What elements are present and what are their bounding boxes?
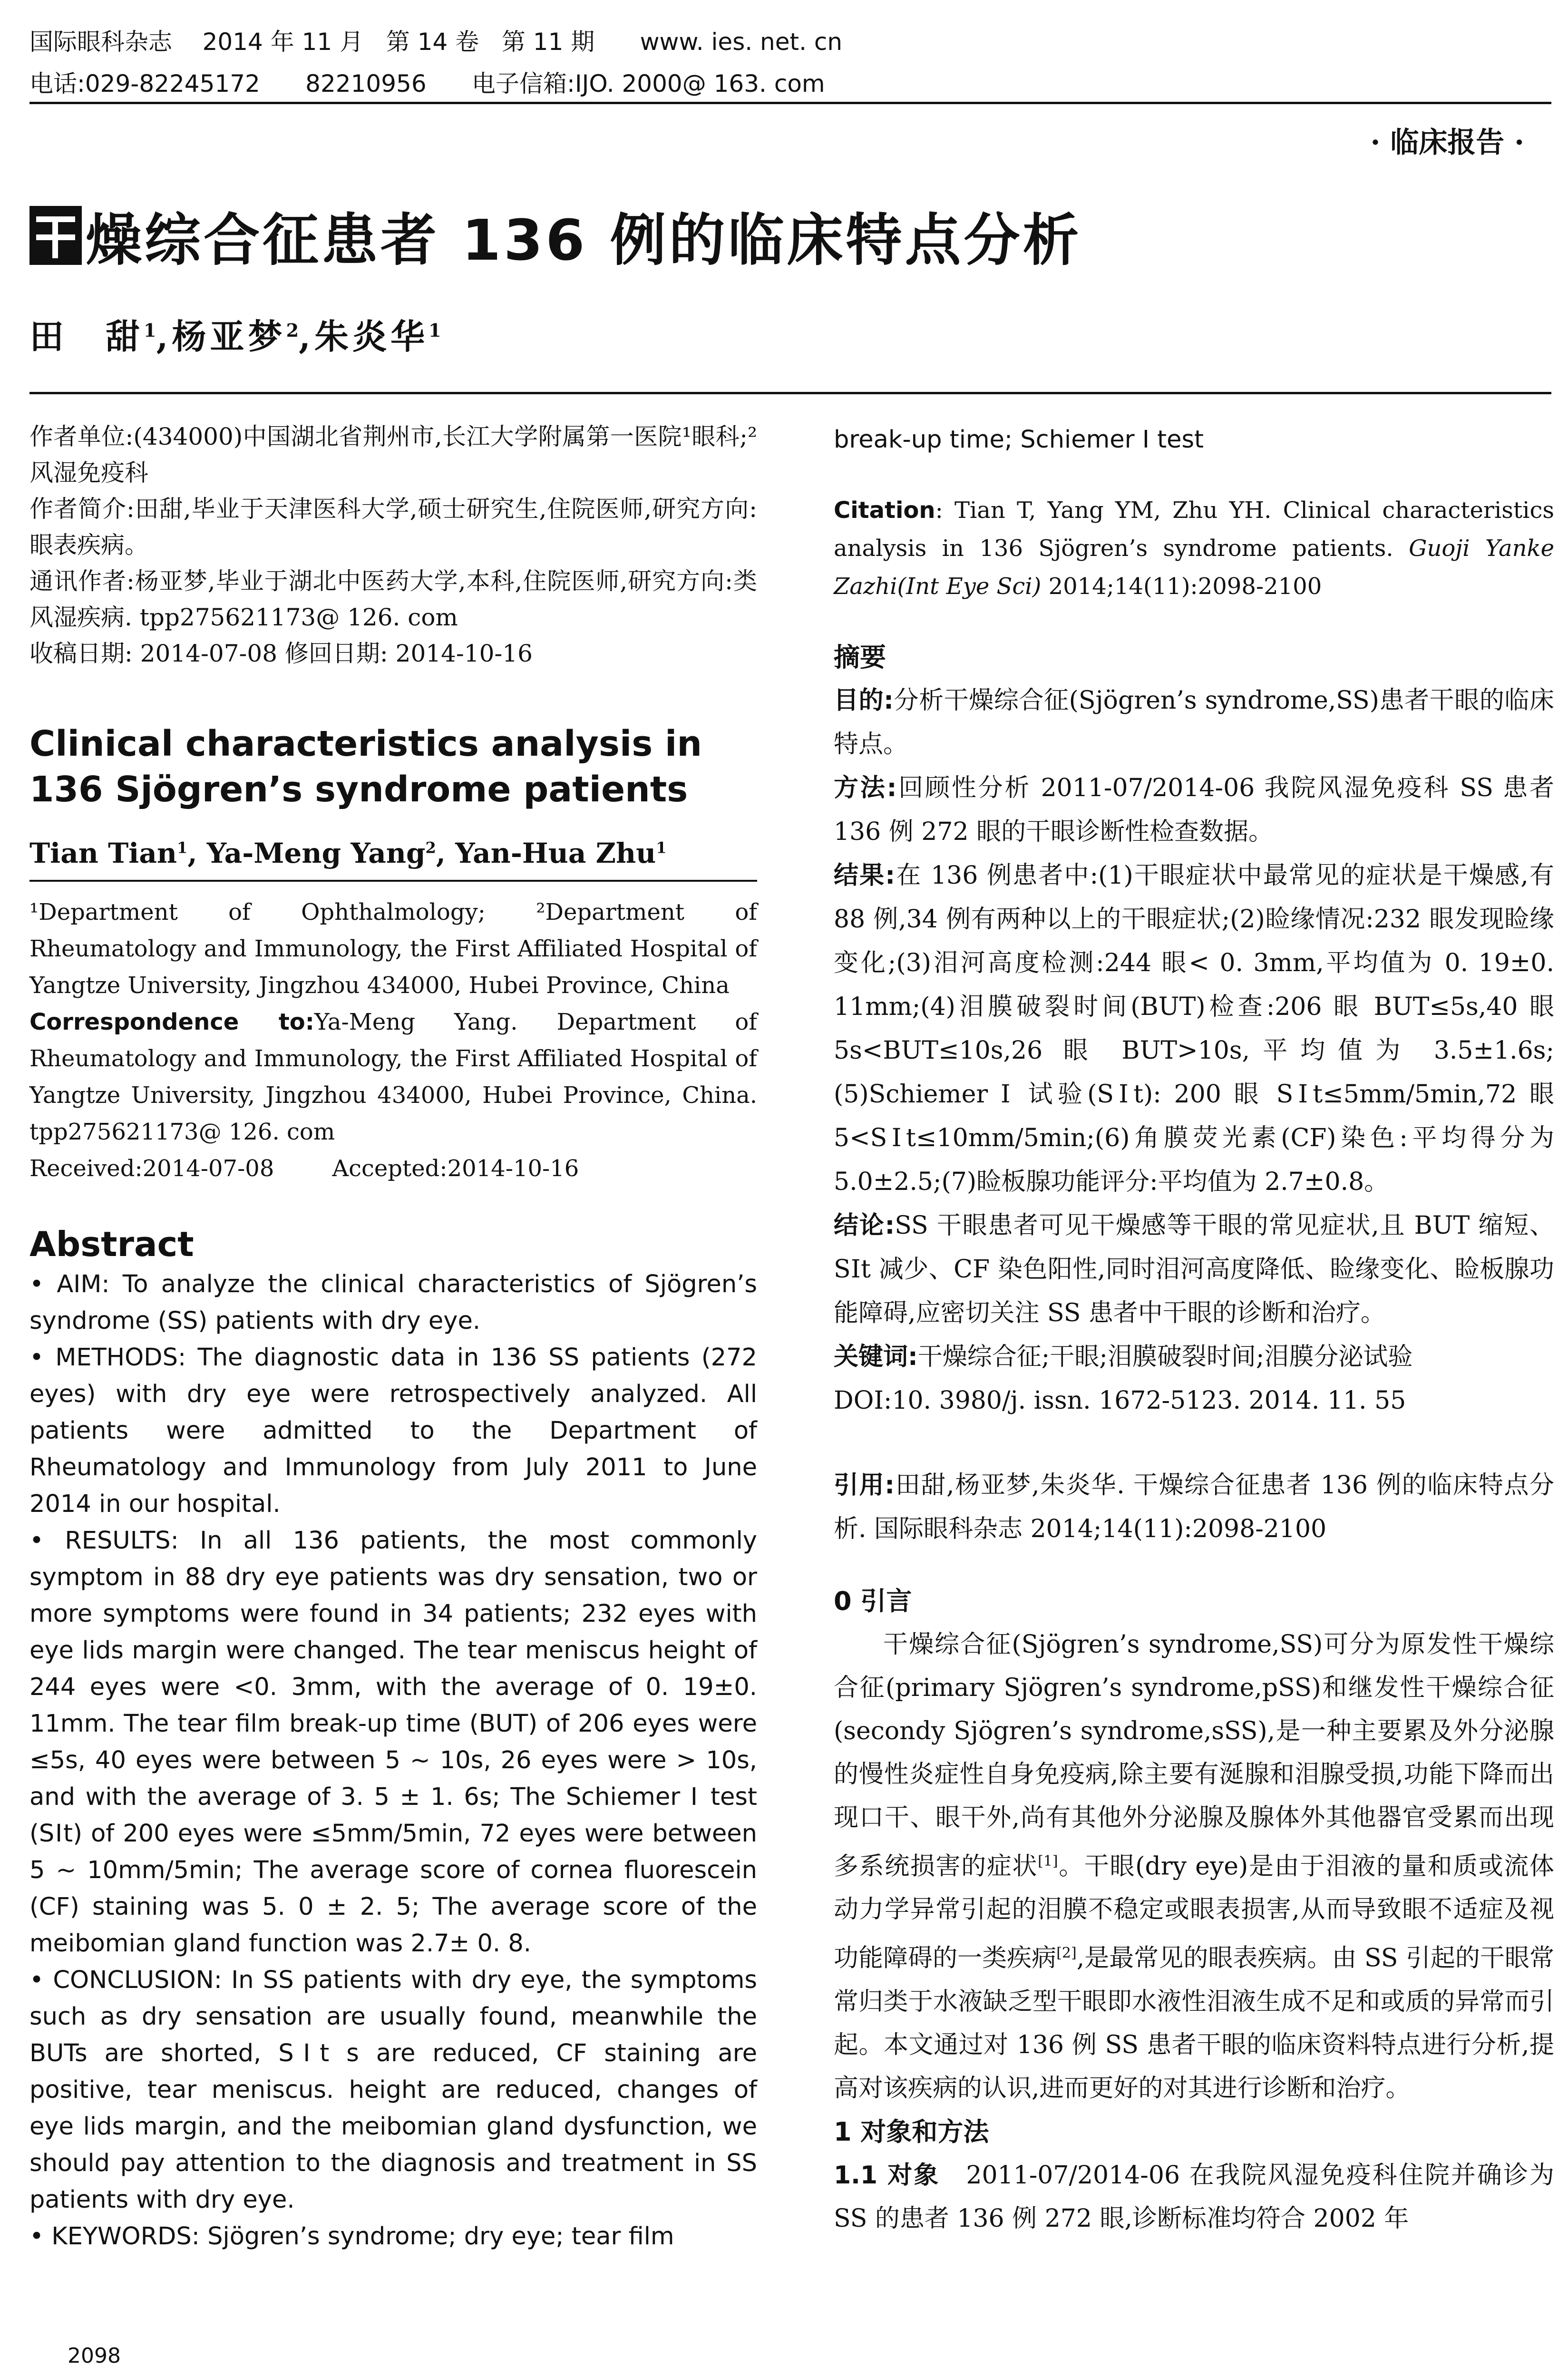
corresponding-author: 通讯作者:杨亚梦,毕业于湖北中医药大学,本科,住院医师,研究方向:类风湿疾病. tpp275621173@ 126. com [29, 567, 757, 631]
cn-abstract-heading: 摘要 [834, 642, 886, 672]
correspondence-text: Ya-Meng Yang. Department of Rheumatology and Immunology, the First Affiliated Hospital of Yangtze University, Jingzhou 434000, Hubei Province, China. tpp275621173@ 126. com [29, 1009, 757, 1145]
header-rule [29, 102, 1551, 104]
citation-journal: Guoji Yanke Zazhi(Int Eye Sci) [834, 535, 1555, 600]
author-sup: 2 [425, 838, 436, 857]
cn-methods-label: 方法: [834, 774, 897, 802]
methods-heading: 1 对象和方法 [834, 2116, 989, 2147]
ref-2[interactable]: [2] [1056, 1945, 1077, 1962]
citation-label: Citation [834, 497, 935, 524]
author-name: Ya-Meng Yang [206, 837, 426, 869]
intro-body [834, 1623, 1554, 2110]
cn-abstract [834, 679, 1554, 1422]
title-rule [29, 392, 1551, 394]
authors-cn: 田 甜$^1$,杨亚梦$^2$,朱炎华$^1$ [29, 316, 441, 357]
author-sup: 1 [144, 320, 156, 341]
abstract-aim: • AIM: To analyze the clinical characteristics of Sjögren’s syndrome (SS) patients with dry eye. [29, 1270, 757, 1335]
cn-aim: 分析干燥综合征(Sjögren’s syndrome,SS)患者干眼的临床特点。 [834, 686, 1555, 759]
abstract-results: • RESULTS: In all 136 patients, the most commonly symptom in 88 dry eye patients was dry sensation, two or more symptoms were found in 34 patients; 232 eyes with eye lids margin were changed. The tear meniscus height of 244 eyes were <0. 3mm, with the average of 0. 19±0. 11mm. The tear film break-up time (BUT) of 206 eyes were ≤5s, 40 eyes were between 5 ~ 10s, 26 eyes were > 10s, and with the average of 3. 5 ± 1. 6s; The Schiemer Ⅰ test (SⅠt) of 200 eyes were ≤5mm/5min, 72 eyes were between 5 ~ 10mm/5min; The average score of cornea fluorescein (CF) staining was 5. 0 ± 2. 5; The average score of the meibomian gland function was 2.7± 0. 8. [29, 1527, 757, 1958]
en-title: Clinical characteristics analysis in 136 Sjögren’s syndrome patients [29, 723, 702, 810]
abstract-conclusion: • CONCLUSION: In SS patients with dry eye, the symptoms such as dry sensation are usually found, meanwhile the BUTs are shorted, SⅠt s are reduced, CF staining are positive, tear meniscus. height are reduced, changes of eye lids margin, and the meibomian gland dysfunction, we should pay attention to the diagnosis and treatment in SS patients with dry eye. [29, 1966, 757, 2214]
cn-aim-label: 目的: [834, 686, 894, 715]
affiliation-dept: ¹Department of Ophthalmology; ²Department of Rheumatology and Immunology, the First Affiliated Hospital of Yangtze University, Jingzhou 434000, Hubei Province, China [29, 899, 757, 999]
en-authors: Tian Tian$^1$, Ya-Meng Yang$^2$, Yan-Hua Zhu$^1$ [29, 837, 667, 869]
dates-cn: 收稿日期: 2014-07-08 修回日期: 2014-10-16 [29, 640, 533, 667]
intro-heading: 0 引言 [834, 1586, 912, 1616]
author-sup: 1 [656, 838, 667, 857]
affiliation [29, 894, 757, 1187]
title-dropcap [29, 206, 82, 265]
abstract-keywords: • KEYWORDS: Sjögren’s syndrome; dry eye; tear film [29, 2222, 674, 2250]
author-name: 杨亚梦 [172, 316, 286, 357]
subsection-text: 2011-07/2014-06 在我院风湿免疫科住院并确诊为 SS 的患者 136 例 272 眼,诊断标准均符合 2002 年 [834, 2161, 1554, 2233]
abstract-body [29, 1266, 757, 2255]
right-column [834, 419, 1554, 2241]
author-sup: 2 [286, 320, 299, 341]
received-dates: Received:2014-07-08 Accepted:2014-10-16 [29, 1155, 579, 1182]
subsection-label: 1.1 对象 [834, 2161, 940, 2190]
intro-text-c: ,是最常见的眼表疾病。由 SS 引起的干眼常常归类于水液缺乏型干眼即水液性泪液生成不足和或质的异常而引起。本文通过对 136 例 SS 患者干眼的临床资料特点进行分析,提高对该疾病的认识,进而更好的对其进行诊断和治疗。 [834, 1944, 1554, 2103]
author-name: 田 甜 [29, 316, 144, 357]
citation-tail: 2014;14(11):2098-2100 [1041, 573, 1322, 600]
cn-methods: 回顾性分析 2011-07/2014-06 我院风湿免疫科 SS 患者 136 例 272 眼的干眼诊断性检查数据。 [834, 774, 1554, 846]
cn-conclusion: SS 干眼患者可见干燥感等干眼的常见症状,且 BUT 缩短、SⅠt 减少、CF 染色阳性,同时泪河高度降低、睑缘变化、睑板腺功能障碍,应密切关注 SS 患者中干眼的诊断和治疗。 [834, 1211, 1555, 1327]
methods-subsection [834, 2154, 1554, 2241]
cn-results: 在 136 例患者中:(1)干眼症状中最常见的症状是干燥感,有 88 例,34 例有两种以上的干眼症状;(2)睑缘情况:232 眼发现睑缘变化;(3)泪河高度检测:244 眼< 0. 3mm,平均值为 0. 19±0. 11mm;(4)泪膜破裂时间(BUT)检查:206 眼 BUT≤5s,40 眼 5s<BUT≤10s,26 眼 BUT>10s,平均值为 3.5±1.6s;(5)Schiemer Ⅰ 试验(SⅠt): 200 眼 SⅠt≤5mm/5min,72 眼 5<SⅠt≤10mm/5min;(6)角膜荧光素(CF)染色:平均得分为 5.0±2.5;(7)睑板腺功能评分:平均值为 2.7±0.8。 [834, 861, 1554, 1196]
author-name: Tian Tian [29, 837, 177, 869]
author-name: Yan-Hua Zhu [455, 837, 656, 869]
cn-keywords-label: 关键词: [834, 1343, 918, 1371]
citation [834, 491, 1554, 605]
doi: DOI:10. 3980/j. issn. 1672-5123. 2014. 11. 55 [834, 1386, 1406, 1415]
intro-text-a: 干燥综合征(Sjögren’s syndrome,SS)可分为原发性干燥综合征(primary Sjögren’s syndrome,pSS)和继发性干燥综合征(secondy Sjögren’s syndrome,sSS),是一种主要累及外分泌腺的慢性炎症性自身免疫病,除主要有涎腺和泪腺受损,功能下降而出现口干、眼干外,尚有其他外分泌腺及腺体外其他器官受累而出现多系统损害的症状 [834, 1630, 1554, 1881]
correspondence-label: Correspondence to: [29, 1009, 314, 1035]
cn-citation [834, 1463, 1554, 1551]
abstract-heading: Abstract [29, 1224, 194, 1264]
cn-citation-text: 田甜,杨亚梦,朱炎华. 干燥综合征患者 136 例的临床特点分析. 国际眼科杂志 2014;14(11):2098-2100 [834, 1471, 1554, 1543]
cn-conclusion-label: 结论: [834, 1211, 895, 1240]
abstract-methods: • METHODS: The diagnostic data in 136 SS patients (272 eyes) with dry eye were retrospectively analyzed. All patients were admitted to the Department of Rheumatology and Immunology from July 2011 to June 2014 in our hospital. [29, 1344, 757, 1518]
page-number: 2098 [68, 2344, 121, 2368]
intro-text-b: 。干眼(dry eye)是由于泪液的量和质或流体动力学异常引起的泪膜不稳定或眼表损害,从而导致眼不适症及视功能障碍的一类疾病 [834, 1852, 1554, 1973]
journal-header-line2: 电话:029-82245172 82210956 电子信箱:IJO. 2000@ 163. com [29, 70, 825, 97]
cn-citation-label: 引用: [834, 1471, 895, 1500]
keywords-continued: break-up time; Schiemer Ⅰ test [834, 426, 1204, 454]
en-title-rule [29, 880, 757, 882]
journal-header-line1: 国际眼科杂志 2014 年 11 月 第 14 卷 第 11 期 www. ies. net. cn [29, 28, 843, 56]
left-column [29, 419, 757, 2255]
cn-results-label: 结果: [834, 861, 896, 890]
author-info [29, 419, 757, 672]
author-name: 朱炎华 [314, 316, 429, 357]
author-bio: 作者简介:田甜,毕业于天津医科大学,硕士研究生,住院医师,研究方向:眼表疾病。 [29, 495, 757, 559]
article-title [29, 200, 1081, 271]
cn-keywords: 干燥综合征;干眼;泪膜破裂时间;泪膜分泌试验 [917, 1343, 1413, 1371]
ref-1[interactable]: [1] [1038, 1853, 1058, 1870]
author-unit: 作者单位:(434000)中国湖北省荆州市,长江大学附属第一医院¹眼科;²风湿免疫科 [29, 423, 757, 487]
citation-text: : Tian T, Yang YM, Zhu YH. Clinical characteristics analysis in 136 Sjögren’s syndrome patients. [834, 497, 1554, 562]
author-sup: 1 [429, 320, 441, 341]
section-label: · 临床报告 · [1370, 126, 1524, 159]
title-text: 燥综合征患者 136 例的临床特点分析 [86, 207, 1082, 273]
author-sup: 1 [177, 838, 188, 857]
